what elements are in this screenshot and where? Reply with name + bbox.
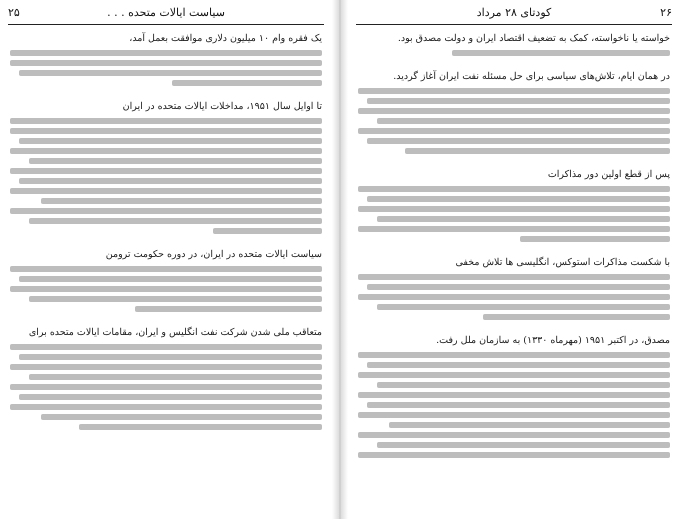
left-paragraph <box>10 100 322 234</box>
text-line <box>10 208 322 214</box>
right-page-number: ۲۶ <box>660 6 672 19</box>
text-line <box>10 148 322 154</box>
text-line <box>10 188 322 194</box>
right-paragraph <box>358 168 670 242</box>
text-line <box>483 314 670 320</box>
left-paragraph <box>10 248 322 312</box>
text-line <box>367 196 670 202</box>
text-line <box>19 70 322 76</box>
text-line <box>358 226 670 232</box>
right-header-rule <box>356 24 672 25</box>
text-line <box>358 392 670 398</box>
right-paragraph <box>358 256 670 320</box>
left-paragraph-lead: یک فقره وام ۱۰ میلیون دلاری موافقت بعمل آمد، <box>129 33 322 44</box>
right-paragraph-lead: پس از قطع اولین دور مذاکرات <box>547 169 670 180</box>
right-paragraph-lead: مصدق، در اکتبر ۱۹۵۱ (مهرماه ۱۳۳۰) به سازمان ملل رفت. <box>436 335 670 346</box>
text-line <box>29 374 322 380</box>
text-line <box>389 422 670 428</box>
right-page-body <box>358 32 670 511</box>
right-page <box>348 0 680 519</box>
text-line <box>358 412 670 418</box>
text-line <box>10 60 322 66</box>
text-line <box>358 88 670 94</box>
text-line <box>19 138 322 144</box>
text-line <box>213 228 322 234</box>
text-line <box>29 218 322 224</box>
text-line <box>367 402 670 408</box>
text-line <box>10 118 322 124</box>
text-line <box>358 186 670 192</box>
left-header-rule <box>8 24 324 25</box>
text-line <box>358 432 670 438</box>
right-paragraph-lead: در همان ایام، تلاش‌های سیاسی برای حل مسئله نفت ایران آغاز گردید. <box>393 71 670 82</box>
text-line <box>358 294 670 300</box>
text-line <box>19 276 322 282</box>
right-paragraph <box>358 334 670 458</box>
text-line <box>10 168 322 174</box>
text-line <box>358 274 670 280</box>
left-paragraph-lead: سیاست ایالات متحده در ایران، در دوره حکومت ترومن <box>105 249 322 260</box>
text-line <box>19 394 322 400</box>
left-paragraph <box>10 326 322 430</box>
text-line <box>29 296 322 302</box>
text-line <box>79 424 322 430</box>
right-paragraph <box>358 32 670 56</box>
text-line <box>367 138 670 144</box>
text-line <box>41 198 322 204</box>
left-running-header <box>8 6 324 22</box>
left-paragraph-lead: تا اوایل سال ۱۹۵۱، مداخلات ایالات متحده در ایران <box>122 101 322 112</box>
right-paragraph-lead: خواسته یا ناخواسته، کمک به تضعیف اقتصاد ایران و دولت مصدق بود. <box>397 33 670 44</box>
text-line <box>10 286 322 292</box>
text-line <box>367 284 670 290</box>
text-line <box>358 206 670 212</box>
right-paragraph-lead: با شکست مذاکرات استوکس، انگلیسی ها تلاش مخفی <box>455 257 670 268</box>
text-line <box>367 98 670 104</box>
text-line <box>520 236 670 242</box>
left-page <box>0 0 332 519</box>
text-line <box>367 362 670 368</box>
text-line <box>41 414 322 420</box>
text-line <box>172 80 322 86</box>
text-line <box>377 382 670 388</box>
right-running-header <box>356 6 672 22</box>
text-line <box>358 352 670 358</box>
left-paragraph <box>10 32 322 86</box>
text-line <box>10 364 322 370</box>
text-line <box>377 304 670 310</box>
text-line <box>10 50 322 56</box>
text-line <box>10 344 322 350</box>
text-line <box>10 404 322 410</box>
left-page-body <box>10 32 322 511</box>
text-line <box>358 372 670 378</box>
text-line <box>358 108 670 114</box>
right-running-title: کودتای ۲۸ مرداد <box>476 6 552 19</box>
text-line <box>10 384 322 390</box>
text-line <box>10 128 322 134</box>
text-line <box>452 50 670 56</box>
text-line <box>358 128 670 134</box>
text-line <box>358 452 670 458</box>
text-line <box>377 216 670 222</box>
left-paragraph-lead: متعاقب ملی شدن شرکت نفت انگلیس و ایران، مقامات ایالات متحده برای <box>28 327 322 338</box>
book-gutter <box>332 0 348 519</box>
left-running-title: سیاست ایالات متحده . . . <box>107 6 225 19</box>
text-line <box>377 118 670 124</box>
text-line <box>405 148 670 154</box>
text-line <box>19 178 322 184</box>
text-line <box>377 442 670 448</box>
right-paragraph <box>358 70 670 154</box>
text-line <box>135 306 322 312</box>
left-page-number: ۲۵ <box>8 6 20 19</box>
text-line <box>19 354 322 360</box>
text-line <box>29 158 322 164</box>
text-line <box>10 266 322 272</box>
